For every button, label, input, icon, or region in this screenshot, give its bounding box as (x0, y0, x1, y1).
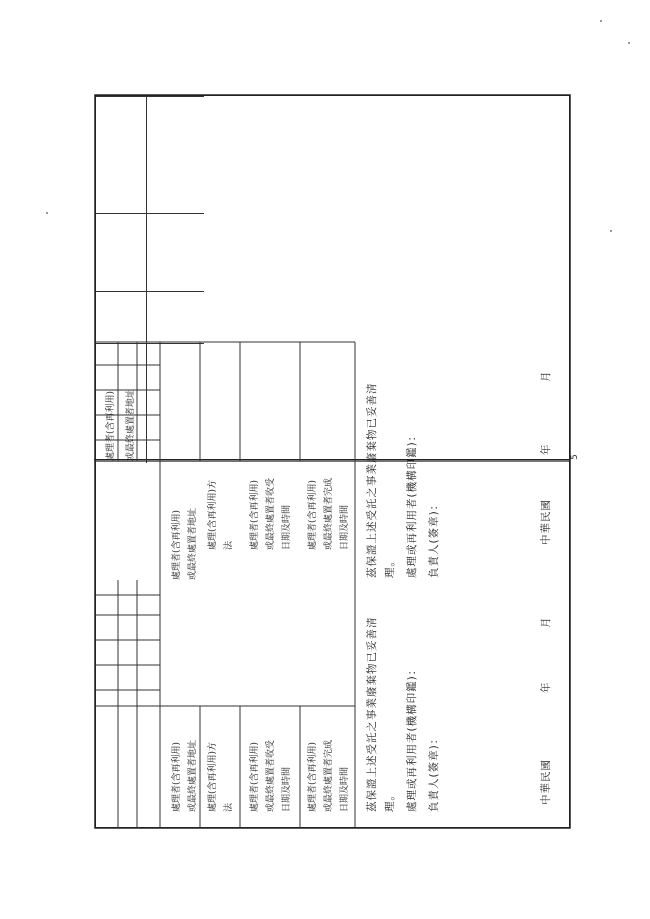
bottom-row3-line2: 或最終處置者收受 (266, 739, 276, 812)
bottom-processor (404, 664, 419, 812)
bottom-row4-line3: 日期及時間 (340, 766, 350, 812)
scan-speck (610, 230, 612, 232)
bottom-certify-text-1: 茲保證上述受託之事業廢棄物已妥善清 (366, 616, 378, 812)
top-row3-line1: 處理者(含再利用) (250, 479, 260, 550)
bottom-date-month-text: 月 (540, 616, 552, 628)
bottom-row1-line1: 處理者(含再利用) (172, 741, 182, 812)
top-row3-line2: 或最終處置者收受 (266, 477, 276, 550)
bottom-responsible-label: 負責人(簽章)： (428, 732, 440, 812)
bottom-row2-line1: 處理(含再利用)方 (208, 741, 218, 812)
top-label-group-2 (206, 480, 221, 550)
bottom-certify-1 (364, 617, 379, 813)
top-date-year (538, 444, 553, 456)
scan-speck (600, 20, 602, 22)
bottom-label-3c (280, 767, 295, 812)
top-row2-line2: 法 (224, 540, 234, 550)
bottom-date-prefix-text: 中華民國 (540, 759, 552, 805)
top-date-month-text: 月 (540, 370, 552, 382)
bottom-label-1 (170, 742, 185, 812)
bottom-row1-line2: 或最終處置者地址 (188, 739, 198, 812)
bottom-row4-line1: 處理者(含再利用) (308, 741, 318, 812)
top-label-group-4 (306, 480, 321, 550)
bottom-label-3 (248, 742, 263, 812)
top-row1-line2: 或最終處置者地址 (188, 507, 198, 580)
top-row1-line1: 處理者(含再利用) (172, 509, 182, 580)
top-row4-line3: 日期及時間 (340, 504, 350, 550)
top-label-group-3 (248, 480, 263, 550)
bottom-row4-line2: 或最終處置者完成 (324, 739, 334, 812)
top-label-group-3c (280, 505, 295, 550)
top-label-group-2b (222, 541, 237, 550)
top-label-group-4b (322, 478, 337, 550)
top-responsible (426, 499, 441, 578)
top-row2-line1: 處理(含再利用)方 (208, 479, 218, 550)
top-date-month (538, 371, 553, 383)
top-certify-text-1: 茲保證上述受託之事業廢棄物已妥善清 (366, 382, 378, 578)
top-processor (404, 430, 419, 578)
bottom-label-1b (186, 740, 201, 812)
top-certify-text-2: 理。 (384, 555, 396, 578)
top-date-prefix-text: 中華民國 (540, 499, 552, 545)
top-processor-label: 處理或再利用者(機構印鑑)： (406, 429, 418, 578)
bottom-certify-text-2: 理。 (384, 789, 396, 812)
top-date-year-text: 年 (540, 443, 552, 455)
bottom-label-4 (306, 742, 321, 812)
bottom-certify-2 (382, 789, 397, 812)
top-label-group-4c (338, 505, 353, 550)
bottom-date-prefix (538, 759, 553, 805)
top-label-group-1b (186, 508, 201, 580)
bottom-row3-line1: 處理者(含再利用) (250, 741, 260, 812)
bottom-row3-line3: 日期及時間 (282, 766, 292, 812)
page-number: 5 (569, 454, 580, 460)
bottom-date-month (538, 617, 553, 629)
top-certify-2 (382, 555, 397, 578)
bottom-label-4c (338, 767, 353, 812)
top-date-prefix (538, 499, 553, 545)
bottom-date-year (538, 682, 553, 694)
bottom-label-3b (264, 740, 279, 812)
bottom-processor-label: 處理或再利用者(機構印鑑)： (406, 663, 418, 812)
bottom-row2-line2: 法 (224, 802, 234, 812)
scan-speck (628, 42, 630, 44)
row-address-line2: 或最終處置者地址 (126, 388, 136, 461)
bottom-label-2b (222, 803, 237, 812)
top-label-group-1 (170, 510, 185, 580)
top-label-group-3b (264, 478, 279, 550)
top-row4-line1: 處理者(含再利用) (308, 479, 318, 550)
top-row3-line3: 日期及時間 (282, 504, 292, 550)
top-row-labels (165, 290, 265, 480)
bottom-label-4b (322, 740, 337, 812)
bottom-responsible (426, 733, 441, 812)
top-row4-line2: 或最終處置者完成 (324, 477, 334, 550)
top-certify-1 (364, 383, 379, 579)
row-address-line1: 處理者(含再利用) (106, 390, 116, 461)
bottom-label-2 (206, 742, 221, 812)
scan-speck (46, 212, 48, 214)
top-responsible-label: 負責人(簽章)： (428, 498, 440, 578)
bottom-date-year-text: 年 (540, 681, 552, 693)
